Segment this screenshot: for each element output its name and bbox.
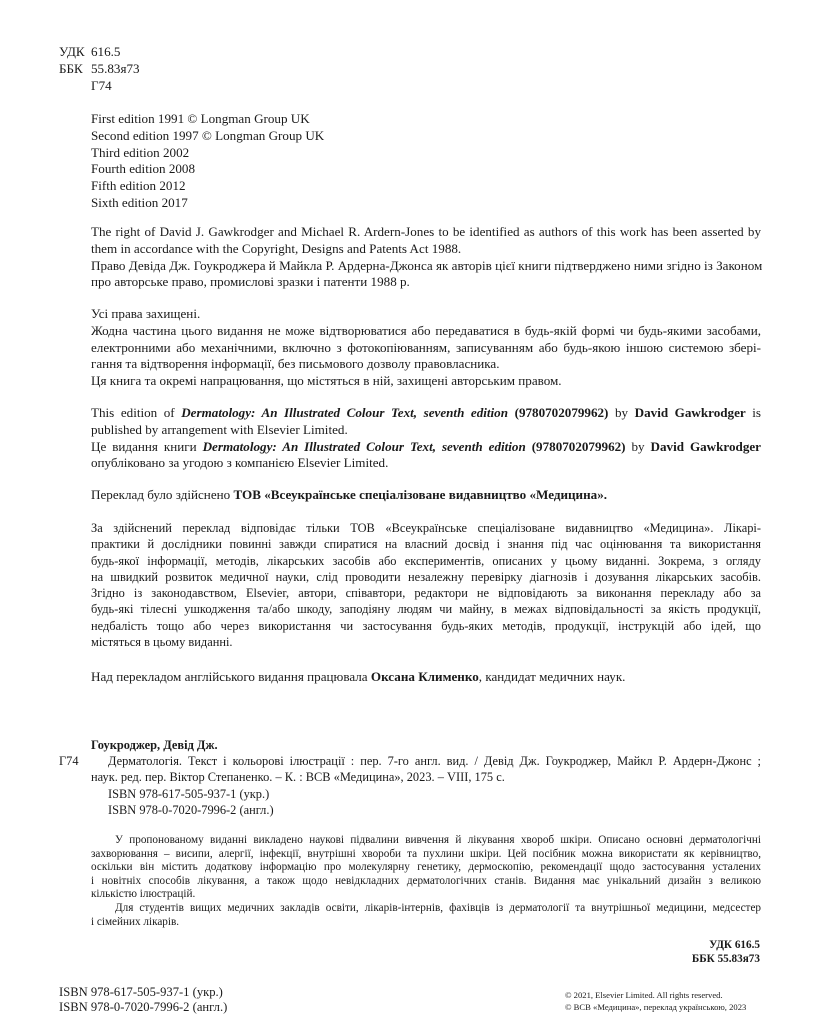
reserved-block <box>91 306 761 390</box>
translator-line <box>91 669 625 686</box>
edition-line: Sixth edition 2017 <box>91 194 188 210</box>
classification-block <box>59 44 140 94</box>
bbk-value: 55.83я73 <box>91 60 140 76</box>
edition-line: Second edition 1997 © Longman Group UK <box>91 127 325 143</box>
edition-line: Fourth edition 2008 <box>91 161 196 177</box>
rights-ua-line: Право Девіда Дж. Гоукроджера й Майкла Р. Ардерна-Джонса як авторів цієї книги підтверджено ними згідно із Законом <box>91 257 763 273</box>
catalog-entry <box>91 753 761 818</box>
en-book-title: Dermatology: An Illustrated Colour Text, seventh edition <box>181 405 509 420</box>
disclaimer-line: містяться в цьому виданні. <box>91 635 233 650</box>
ua-prefix: Це видання книги <box>91 438 197 454</box>
annotation-line: захворювання – висипи, алергії, інфекції, внутрішні хвороби та пухлини шкіри. Цей посібник можна використати як керівництво, <box>91 847 761 860</box>
ua-book-title: Dermatology: An Illustrated Colour Text, seventh edition <box>202 438 526 454</box>
rights-en-line: them in accordance with the Copyright, Designs and Patents Act 1988. <box>91 240 462 256</box>
edition-line: First edition 1991 © Longman Group UK <box>91 111 310 126</box>
footer-isbn-ukr: ISBN 978-617-505-937-1 (укр.) <box>59 985 223 999</box>
catalog-mark: Г74 <box>59 754 79 768</box>
disclaimer-block <box>91 520 761 650</box>
en-author: David Gawkrodger <box>634 405 746 420</box>
bbk-right: ББК 55.83я73 <box>691 952 760 965</box>
catalog-line: Дерматологія. Текст і кольорові ілюстрації : пер. 7-го англ. вид. / Девід Дж. Гоукроджер, Майкл Р. Ардерн-Джонс ; <box>108 754 761 768</box>
catalog-isbn-ukr: ISBN 978-617-505-937-1 (укр.) <box>108 786 270 801</box>
udk-label: УДК <box>59 44 85 59</box>
en-prefix: This edition of <box>91 405 175 420</box>
en-isbn: (9780702079962) <box>514 405 609 420</box>
reserved-line: гання та відтворення інформації, без письмового дозволу правовласника. <box>91 356 500 372</box>
catalog-isbn-eng: ISBN 978-0-7020-7996-2 (англ.) <box>108 802 274 817</box>
disclaimer-line: будь-якої інформації, методів, лікарських засобів або експериментів, описаних у цьому виданні. Зокрема, з огляду <box>91 553 761 568</box>
edition-notice-en-line1 <box>91 405 761 422</box>
footer-copyright-block <box>565 989 746 1013</box>
udk-right: УДК 616.5 <box>709 939 760 951</box>
disclaimer-line: За здійснений переклад відповідає тільки ТОВ «Всеукраїнське спеціалізоване видавництво «Медицина». Лікарі- <box>91 521 761 535</box>
disclaimer-line: на швидкий розвиток медичної науки, слід проводити незалежну перевірку діагнозів і дозування лікарських засобів. <box>91 569 761 584</box>
disclaimer-line: практики й дослідники повинні завжди спиратися на власний досвід і знання під час оцінювання та використання <box>91 537 761 552</box>
reserved-line: Усі права захищені. <box>91 306 201 321</box>
catalog-line: наук. ред. пер. Віктор Степаненко. – К. : ВСВ «Медицина», 2023. – VIII, 175 с. <box>91 770 505 785</box>
edition-notice-block <box>91 405 761 472</box>
rights-en-line: The right of David J. Gawkrodger and Michael R. Ardern-Jones to be identified as authors of this work has been asserted by <box>91 224 761 239</box>
copyright-elsevier: © 2021, Elsevier Limited. All rights reserved. <box>565 990 723 1000</box>
translation-publisher: ТОВ «Всеукраїнське спеціалізоване видавництво «Медицина». <box>233 487 608 502</box>
codes-right <box>692 939 760 966</box>
reserved-line: Ця книга та окремі напрацювання, що містяться в ній, захищені авторським правом. <box>91 373 562 389</box>
author-mark: Г74 <box>91 77 112 93</box>
catalog-heading: Гоукроджер, Девід Дж. <box>91 738 218 752</box>
copyright-vsv: © ВСВ «Медицина», переклад українською, 2023 <box>565 1002 747 1012</box>
rights-block <box>91 224 761 291</box>
edition-line: Third edition 2002 <box>91 144 190 160</box>
edition-line: Fifth edition 2012 <box>91 178 186 194</box>
footer-isbn-eng: ISBN 978-0-7020-7996-2 (англ.) <box>59 1000 228 1015</box>
ua-by: by <box>631 438 645 454</box>
disclaimer-line: будь-які тілесні ушкодження та/або шкоду, заподіяну людям чи майну, в межах відповідальності за якість продукції, <box>91 602 761 617</box>
annotation-line: Для студентів вищих медичних закладів освіти, лікарів-інтернів, фахівців із дерматології та внутрішньої медицини, медсестер <box>115 901 761 914</box>
disclaimer-line: недбалість тощо або через використання чи застосування будь-яких методів, продукції, інструкцій або ідей, що <box>91 618 761 633</box>
reserved-line: електронними або механічними, включно з фотокопіюванням, записуванням або будь-якою іншою системою збері- <box>91 339 761 355</box>
en-by: by <box>614 405 629 420</box>
annotation-line: оскільки він містить додаткову інформацію про молекулярну генетику, дермоскопію, рекомендації щодо застосування усталених <box>91 861 761 874</box>
translation-prefix: Переклад було здійснено <box>91 487 231 502</box>
ua-author: David Gawkrodger <box>650 438 761 454</box>
translator-name: Оксана Клименко <box>370 669 479 684</box>
udk-value: 616.5 <box>91 44 121 59</box>
rights-ua-line: про авторське право, промислові зразки і патенти 1988 р. <box>91 274 410 290</box>
edition-notice-en-line2: published by arrangement with Elsevier Limited. <box>91 421 348 437</box>
reserved-line: Жодна частина цього видання не може відтворюватися або передаватися в будь-якій формі чи будь-якими засобами, <box>91 322 761 338</box>
edition-notice-ua-line2: опубліковано за угодою з компанією Elsevier Limited. <box>91 455 389 471</box>
bbk-label: ББК <box>59 60 83 76</box>
ua-isbn: (9780702079962) <box>531 438 626 454</box>
translator-suffix: , кандидат медичних наук. <box>478 669 626 684</box>
editions-list <box>91 111 324 212</box>
annotation-line: У пропонованому виданні викладено наукові підвалини вивчення й лікування хвороб шкіри. Описано основні дерматологічні <box>115 834 761 846</box>
translator-prefix: Над перекладом англійського видання працювала <box>91 669 368 684</box>
translation-line <box>91 487 607 504</box>
disclaimer-line: Згідно із законодавством, Elsevier, автори, співавтори, редактори не відповідають за виконання перекладу або за <box>91 586 761 601</box>
en-suffix: is <box>752 405 762 420</box>
annotation-line: і сімейних лікарів. <box>91 915 180 928</box>
annotation-block <box>91 834 761 929</box>
annotation-line: і новітніх способів лікування, а також щодо невідкладних дерматологічних станів. Видання має унікальний дизайн з великою <box>91 874 761 887</box>
footer-isbn-block <box>59 985 227 1016</box>
annotation-line: кількістю ілюстрацій. <box>91 888 196 901</box>
edition-notice-ua-line1 <box>91 439 761 456</box>
